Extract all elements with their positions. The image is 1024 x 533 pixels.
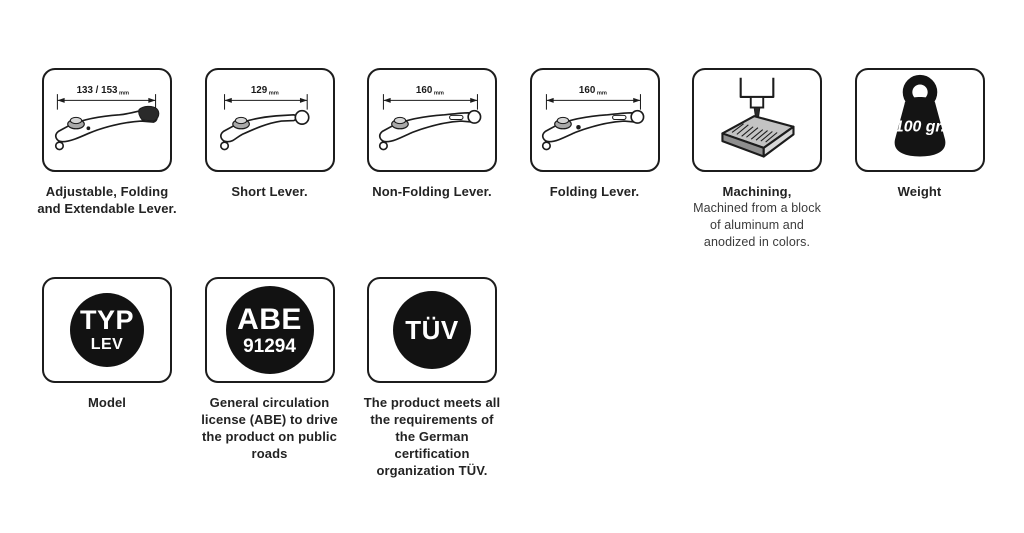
weight-icon (872, 72, 968, 168)
caption: Short Lever. (231, 184, 308, 199)
short-lever-diagram-icon (208, 81, 332, 159)
dimension-label: 133 / 153 mm (76, 85, 130, 97)
card-frame (42, 68, 172, 172)
feature-card-short-lever (205, 68, 335, 200)
caption: Model (87, 395, 127, 410)
abe-badge-icon: ABE 91294 (226, 286, 314, 374)
feature-card-model (42, 277, 172, 411)
card-frame (530, 68, 660, 172)
card-frame (367, 277, 497, 383)
dimension-label: 129 mm (250, 85, 279, 97)
typ-lev-badge-icon: TYP LEV (70, 293, 144, 367)
feature-card-adjustable-lever (37, 68, 177, 217)
non-folding-lever-diagram-icon (370, 81, 494, 159)
feature-card-tuv-certification (363, 277, 501, 479)
card-frame (692, 68, 822, 172)
card-frame (367, 68, 497, 172)
caption: Adjustable, Folding and Extendable Lever. (37, 184, 177, 216)
caption: Weight (897, 184, 942, 199)
dimension-label: 160 mm (578, 85, 607, 97)
feature-card-weight (855, 68, 985, 200)
feature-card-folding-lever (530, 68, 660, 200)
card-frame (42, 277, 172, 383)
caption: General circulation license (ABE) to drive the product on public roads (201, 395, 338, 461)
card-frame (205, 68, 335, 172)
feature-card-non-folding-lever (367, 68, 497, 200)
caption: Non-Folding Lever. (372, 184, 492, 199)
features-row-1 (0, 68, 1024, 251)
machining-description: Machined from a block of aluminum and anodized in colors. (693, 201, 821, 249)
card-frame (205, 277, 335, 383)
weight-value-label: 100 gr. (894, 118, 945, 136)
adjustable-lever-diagram-icon (45, 81, 169, 159)
tuv-badge-icon: TÜV (393, 291, 471, 369)
feature-card-abe-license (201, 277, 338, 462)
caption: Folding Lever. (549, 184, 640, 199)
milling-machine-icon (709, 72, 805, 168)
dimension-label: 160 mm (415, 85, 444, 97)
caption: Machining, (722, 184, 792, 199)
caption: The product meets all the requirements of the German certification organization TÜV. (363, 395, 501, 478)
feature-card-machining (692, 68, 822, 251)
features-row-2 (0, 277, 1024, 479)
folding-lever-diagram-icon (533, 81, 657, 159)
card-frame (855, 68, 985, 172)
